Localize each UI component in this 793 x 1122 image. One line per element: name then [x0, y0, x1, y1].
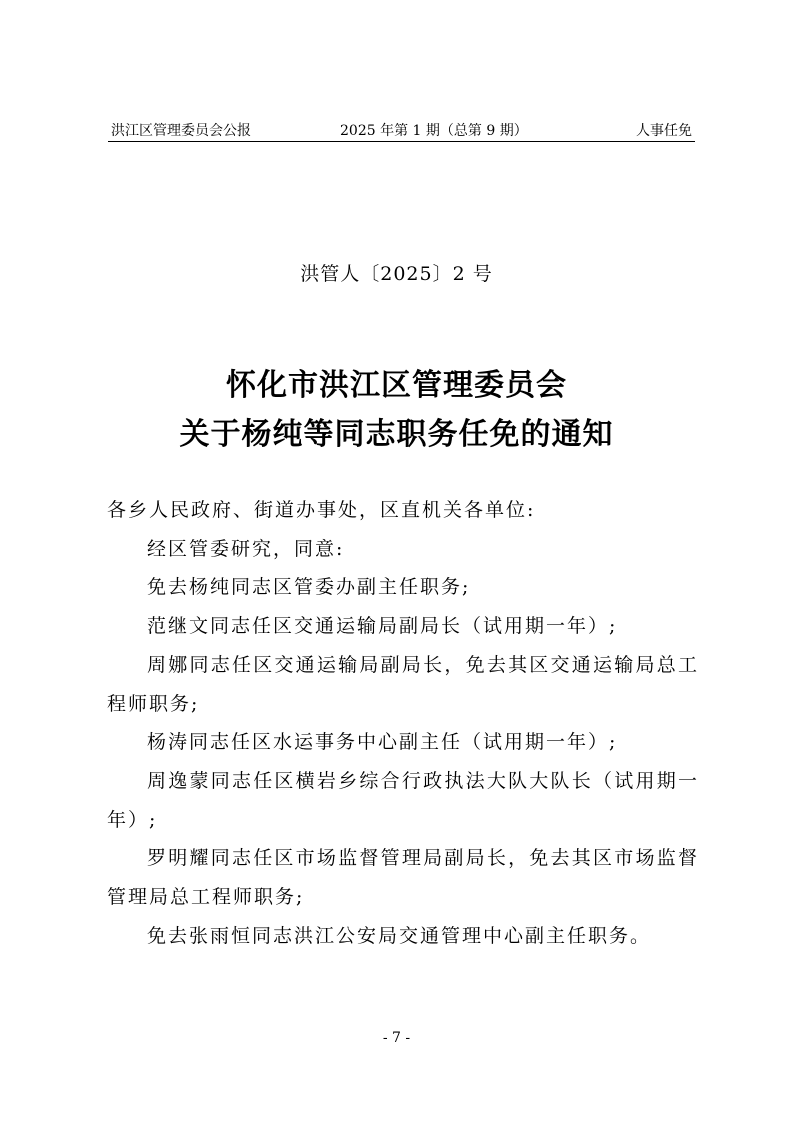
header-rule: [108, 141, 695, 142]
body-paragraph: 周逸蒙同志任区横岩乡综合行政执法大队大队长（试用期一年）;: [107, 769, 699, 831]
header-section: 人事任免: [636, 123, 692, 139]
body-paragraph: 经区管委研究，同意:: [147, 537, 345, 560]
salutation: 各乡人民政府、街道办事处，区直机关各单位:: [107, 499, 536, 521]
body-paragraph: 范继文同志任区交通运输局副局长（试用期一年）;: [147, 615, 618, 638]
running-header: [111, 120, 692, 142]
document-body: [107, 491, 699, 955]
page-number: - 7 -: [382, 1030, 411, 1046]
body-paragraph: 免去张雨恒同志洪江公安局交通管理中心副主任职务。: [147, 924, 652, 947]
header-publication: 洪江区管理委员会公报: [111, 123, 251, 139]
document-number: 洪管人〔2025〕2 号: [300, 263, 493, 285]
body-paragraph: 免去杨纯同志区管委办副主任职务;: [147, 576, 471, 599]
document-title-line-2: 关于杨纯等同志职务任免的通知: [179, 417, 614, 452]
document-title-line-1: 怀化市洪江区管理委员会: [226, 368, 567, 403]
body-paragraph: 周娜同志任区交通运输局副局长，免去其区交通运输局总工程师职务;: [107, 653, 699, 715]
header-issue: 2025 年第 1 期（总第 9 期）: [340, 123, 528, 139]
body-paragraph: 杨涛同志任区水运事务中心副主任（试用期一年）;: [147, 731, 618, 754]
body-paragraph: 罗明耀同志任区市场监督管理局副局长，免去其区市场监督管理局总工程师职务;: [107, 847, 699, 909]
